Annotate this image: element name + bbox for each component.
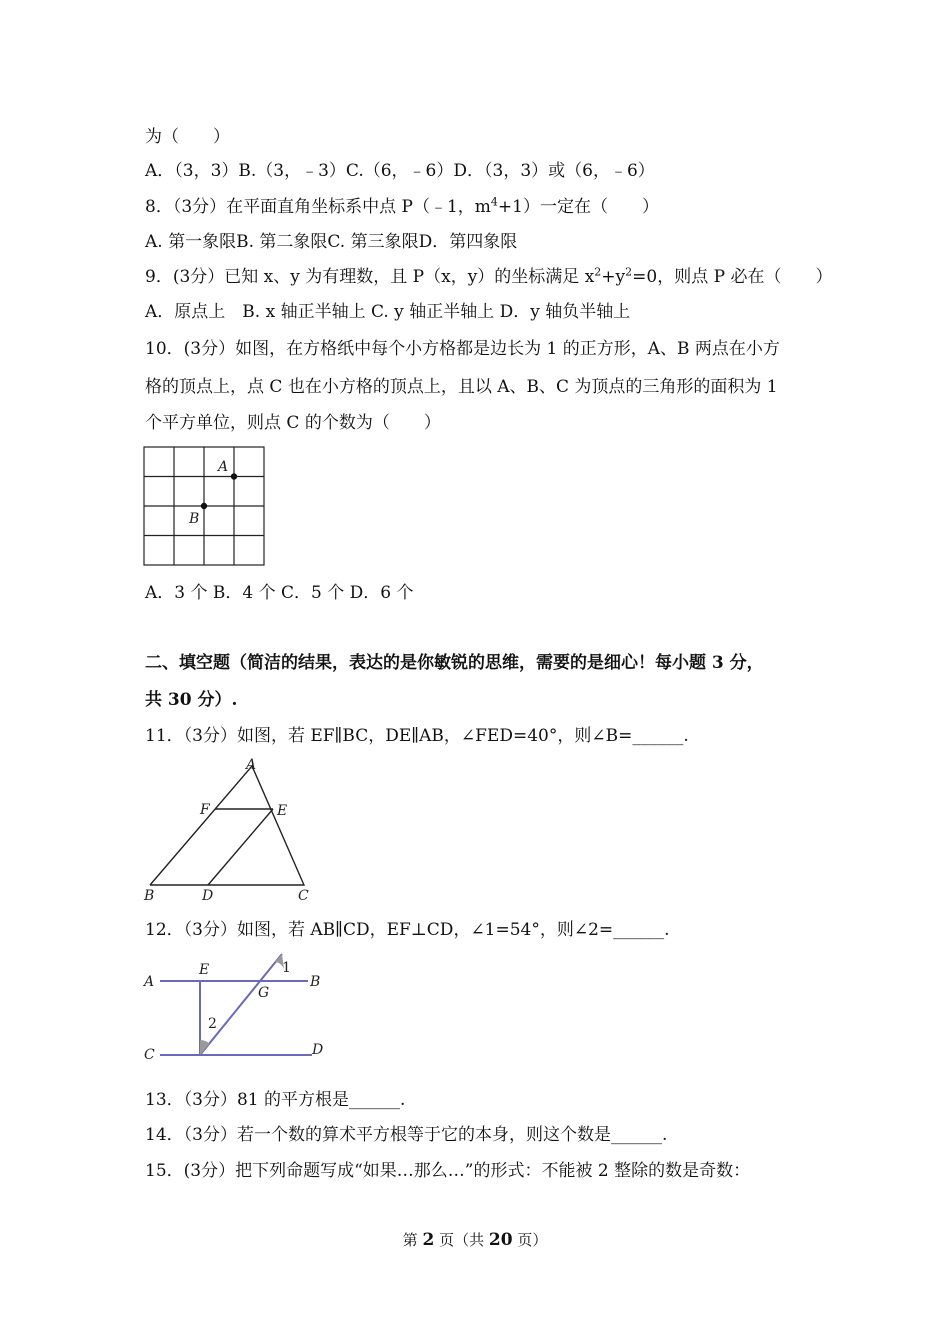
grid-point-a — [231, 473, 237, 479]
parallel-label-d: D — [312, 1042, 324, 1058]
question-15: 15．(3分）把下列命题写成“如果…那么…”的形式：不能被 2 整除的数是奇数： — [145, 1161, 751, 1181]
footer-middle: 页（共 — [439, 1231, 485, 1249]
question-8-options: A. 第一象限B. 第二象限C. 第三象限D．第四象限 — [145, 232, 518, 252]
question-7-tail: 为（ ） — [145, 127, 230, 147]
parallel-label-a: A — [144, 974, 155, 990]
question-11: 11．（3分）如图，若 EF∥BC，DE∥AB，∠FED=40°，则∠B=______. — [145, 726, 689, 746]
question-10-line-3: 个平方单位，则点 C 的个数为（ ） — [145, 413, 441, 433]
parallel-label-e: E — [199, 962, 210, 978]
parallel-label-c: C — [144, 1047, 155, 1063]
angle-2-label: 2 — [208, 1016, 217, 1032]
question-12: 12．（3分）如图，若 AB∥CD，EF⊥CD，∠1=54°，则∠2=______. — [145, 920, 670, 940]
angle-2-marker — [200, 1040, 210, 1055]
grid-point-b — [201, 503, 207, 509]
question-10-line-2: 格的顶点上，点 C 也在小方格的顶点上，且以 A、B、C 为顶点的三角形的面积为 1 — [145, 377, 778, 397]
question-14: 14．（3分）若一个数的算术平方根等于它的本身，则这个数是______. — [145, 1125, 668, 1145]
triangle-figure — [138, 752, 318, 904]
question-9-exponent-2: 2 — [625, 265, 633, 279]
triangle-lines — [150, 766, 304, 885]
question-7-options: A．（3，3）B.（3，﹣3）C.（6，﹣6）D．（3，3）或（6，﹣6） — [145, 161, 655, 181]
grid-label-a: A — [218, 459, 229, 475]
angle-1-label: 1 — [282, 960, 291, 976]
question-10-options: A．3 个 B．4 个 C．5 个 D．6 个 — [145, 583, 414, 603]
grid-label-b: B — [189, 511, 200, 527]
parallel-label-g: G — [258, 985, 270, 1001]
question-9-options: A．原点上 B. x 轴正半轴上 C. y 轴正半轴上 D．y 轴负半轴上 — [145, 302, 631, 322]
triangle-label-f: F — [200, 802, 210, 818]
question-8 — [145, 196, 659, 218]
question-9-exponent-1: 2 — [594, 265, 602, 279]
question-9-text-mid: +y — [601, 267, 626, 287]
triangle-label-d: D — [202, 888, 214, 904]
parallel-label-b: B — [310, 974, 321, 990]
footer-total-pages: 20 — [488, 1230, 513, 1250]
section-2-heading-line-1: 二、填空题（简洁的结果，表达的是你敏锐的思维，需要的是细心！每小题 3 分， — [145, 653, 764, 673]
triangle-label-a: A — [246, 757, 257, 773]
question-8-text-pre: 8．（3分）在平面直角坐标系中点 P（﹣1，m — [145, 197, 491, 217]
footer-prefix: 第 — [402, 1231, 418, 1249]
question-9-text-post: =0，则点 P 必在（ ） — [632, 267, 833, 287]
question-8-exponent: 4 — [490, 195, 498, 209]
question-13: 13．（3分）81 的平方根是______. — [145, 1090, 406, 1110]
question-8-text-post: +1）一定在（ ） — [497, 197, 659, 217]
section-2-heading-line-2: 共 30 分）. — [145, 690, 238, 710]
triangle-label-b: B — [144, 888, 155, 904]
triangle-label-e: E — [277, 803, 288, 819]
page-footer — [0, 1230, 950, 1250]
grid-figure — [143, 446, 267, 570]
triangle-label-c: C — [298, 888, 309, 904]
question-9 — [145, 266, 832, 288]
footer-page-number: 2 — [422, 1230, 435, 1250]
parallel-lines-figure — [140, 950, 340, 1065]
footer-suffix: 页） — [517, 1231, 548, 1249]
question-10-line-1: 10．(3分）如图，在方格纸中每个小方格都是边长为 1 的正方形，A、B 两点在小方 — [145, 339, 780, 359]
question-9-text-pre: 9．(3分）已知 x、y 为有理数，且 P（x，y）的坐标满足 x — [145, 267, 595, 287]
